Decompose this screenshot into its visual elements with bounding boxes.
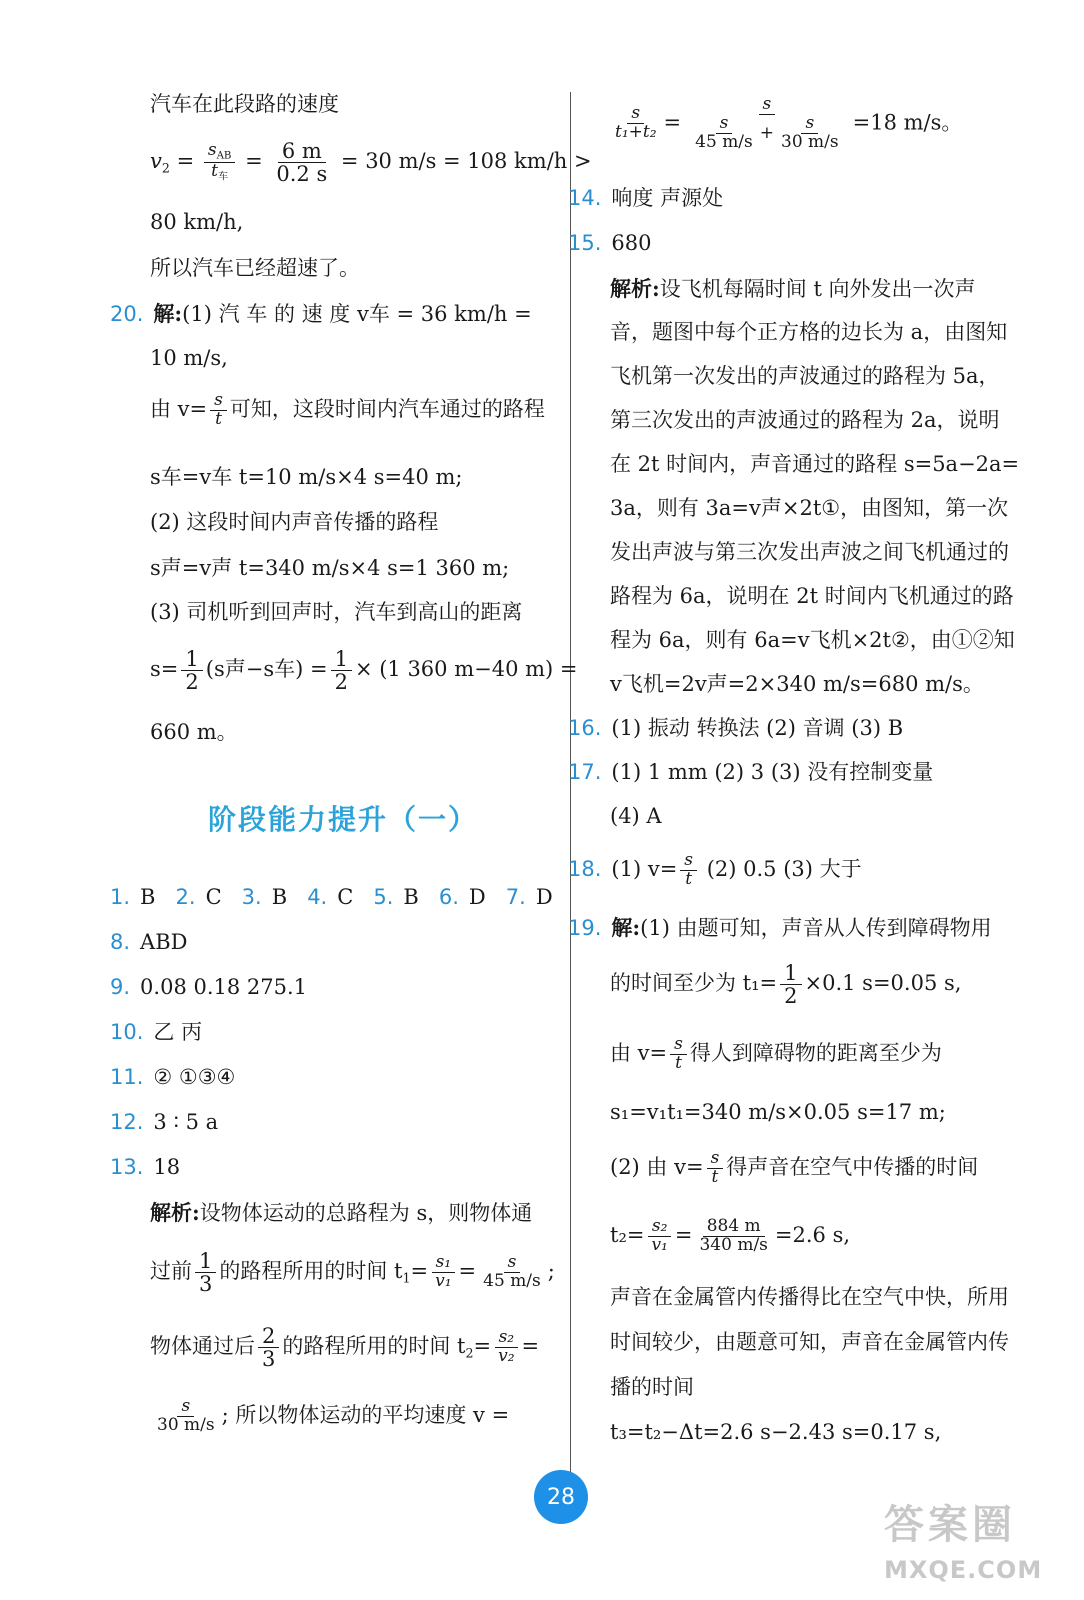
q15-line-3: 飞机第一次发出的声波通过的路程为 5a， xyxy=(610,364,1000,388)
q19-line-8: 时间较少，由题意可知，声音在金属管内传 xyxy=(610,1330,1009,1354)
section-title: 阶段能力提升（一） xyxy=(208,803,479,836)
q20-line-9: 660 m。 xyxy=(150,720,238,744)
v2-fraction-2: $\frac{6 m}{0.2 s}$ xyxy=(276,139,328,187)
q20-line-3: 由 v= $\frac{s}{t}$ 可知，这段时间内汽车通过的路程 xyxy=(150,390,545,429)
v2-continuation: 80 km/h, xyxy=(150,210,244,234)
v2-fraction-1: $\frac{s_{AB}}{t_车}$ xyxy=(204,142,236,184)
question-number: 20. xyxy=(110,302,144,326)
q15-line-9: 程为 6a，则有 6a=v飞机×2t②，由①②知 xyxy=(610,628,1015,652)
q15-line-6: 3a，则有 3a=v声×2t①，由图知，第一次 xyxy=(610,496,1009,520)
answer-4: 4. C xyxy=(307,885,354,909)
q19-line-5: (2) 由 v= $\frac{s}{t}$ 得声音在空气中传播的时间 xyxy=(610,1148,979,1187)
answer-15: 15. 680 xyxy=(568,231,652,255)
q13-line-2: 过前 $\frac{1}{3}$ 的路程所用的时间 $t_1=$ $\frac{\text{s₁}}{\text{v₁}}$ = $\frac{s}{45 m/s}$ ; xyxy=(150,1249,555,1297)
answer-8: 8. ABD xyxy=(110,930,188,954)
watermark xyxy=(884,1500,1074,1596)
answer-13: 13. 18 xyxy=(110,1155,181,1179)
q13-line-3: 物体通过后 $\frac{2}{3}$ 的路程所用的时间 $t_2=$ $\frac{\text{s₂}}{\text{v₂}}$ = xyxy=(150,1324,540,1372)
q13-line-4: $\frac{s}{30 m/s}$ ; 所以物体运动的平均速度 v = xyxy=(157,1396,510,1435)
answer-11: 11. ② ①③④ xyxy=(110,1065,236,1089)
q20-line-2: 10 m/s, xyxy=(150,346,228,370)
q19-line-2: 的时间至少为 t₁= $\frac{1}{2}$ ×0.1 s=0.05 s, xyxy=(610,961,962,1009)
answer-2: 2. C xyxy=(175,885,222,909)
q20-line-1: 20. 解:(1) 汽 车 的 速 度 v车 = 36 km/h = xyxy=(110,301,532,326)
answer-12: 12. 3 ∶ 5 a xyxy=(110,1110,219,1134)
q15-line-8: 路程为 6a，说明在 2t 时间内飞机通过的路 xyxy=(610,584,1014,608)
intro-text: 汽车在此段路的速度 xyxy=(150,92,339,116)
answers-1-7 xyxy=(110,885,553,910)
answer-10: 10. 乙 丙 xyxy=(110,1020,203,1044)
q15-line-5: 在 2t 时间内，声音通过的路程 s=5a−2a= xyxy=(610,452,1020,476)
q13-line-1: 解析:设物体运动的总路程为 s，则物体通 xyxy=(150,1200,533,1225)
v2-formula: $v_2$ = $\frac{s_{AB}}{t_车}$ = $\frac{6 m}{0.2 s}$ = 30 m/s = 108 km/h > xyxy=(150,139,592,187)
q19-line-3: 由 v= $\frac{s}{t}$ 得人到障碍物的距离至少为 xyxy=(610,1034,942,1073)
avg-speed-formula: $\frac{s}{\text{t₁+t₂}}$ = s $\frac{s}{45 m/s}$ + $\frac{s}{30 m/s}$ =18 m/s。 xyxy=(615,94,963,152)
answer-16: 16. (1) 振动 转换法 (2) 音调 (3) B xyxy=(568,716,904,740)
watermark-url: MXQE.COM xyxy=(884,1556,1043,1584)
answer-17-part-4: (4) A xyxy=(610,804,662,828)
q19-line-9: 播的时间 xyxy=(610,1375,694,1399)
q15-line-1: 解析:设飞机每隔时间 t 向外发出一次声 xyxy=(610,276,976,301)
answer-5: 5. B xyxy=(373,885,419,909)
answer-9: 9. 0.08 0.18 275.1 xyxy=(110,975,308,999)
q20-line-7: (3) 司机听到回声时，汽车到高山的距离 xyxy=(150,600,523,624)
q19-line-1: 19. 解:(1) 由题可知，声音从人传到障碍物用 xyxy=(568,915,992,940)
answer-17: 17. (1) 1 mm (2) 3 (3) 没有控制变量 xyxy=(568,760,934,784)
q19-line-4: s₁=v₁t₁=340 m/s×0.05 s=17 m; xyxy=(610,1100,946,1124)
answer-6: 6. D xyxy=(438,885,486,909)
q20-line-5: (2) 这段时间内声音传播的路程 xyxy=(150,510,439,534)
answer-14: 14. 响度 声源处 xyxy=(568,186,724,210)
answer-18: 18. (1) v= $\frac{s}{t}$ (2) 0.5 (3) 大于 xyxy=(568,850,862,889)
watermark-logo-text: 答案圈 xyxy=(884,1502,1016,1548)
q19-line-6: t₂= $\frac{\text{s₂}}{\text{v₁}}$ = $\frac{884 m}{340 m/s}$ =2.6 s, xyxy=(610,1216,851,1255)
q15-line-2: 音，题图中每个正方格的边长为 a，由图知 xyxy=(610,320,1008,344)
q19-line-10: t₃=t₂−Δt=2.6 s−2.43 s=0.17 s, xyxy=(610,1420,942,1444)
conclusion-text: 所以汽车已经超速了。 xyxy=(150,256,360,280)
q20-line-4: s车=v车 t=10 m/s×4 s=40 m; xyxy=(150,465,463,489)
q20-line-6: s声=v声 t=340 m/s×4 s=1 360 m; xyxy=(150,556,510,580)
q15-line-10: v飞机=2v声=2×340 m/s=680 m/s。 xyxy=(610,672,984,696)
answer-7: 7. D xyxy=(505,885,553,909)
q20-line-8: s= $\frac{1}{2}$ (s声−s车) = $\frac{1}{2}$ × (1 360 m−40 m) = xyxy=(150,647,578,695)
page-number: 28 xyxy=(534,1470,588,1524)
answer-1: 1. B xyxy=(110,885,156,909)
q15-line-7: 发出声波与第三次发出声波之间飞机通过的 xyxy=(610,540,1009,564)
answer-3: 3. B xyxy=(241,885,288,909)
q15-line-4: 第三次发出的声波通过的路程为 2a，说明 xyxy=(610,408,1000,432)
q19-line-7: 声音在金属管内传播得比在空气中快，所用 xyxy=(610,1285,1009,1309)
